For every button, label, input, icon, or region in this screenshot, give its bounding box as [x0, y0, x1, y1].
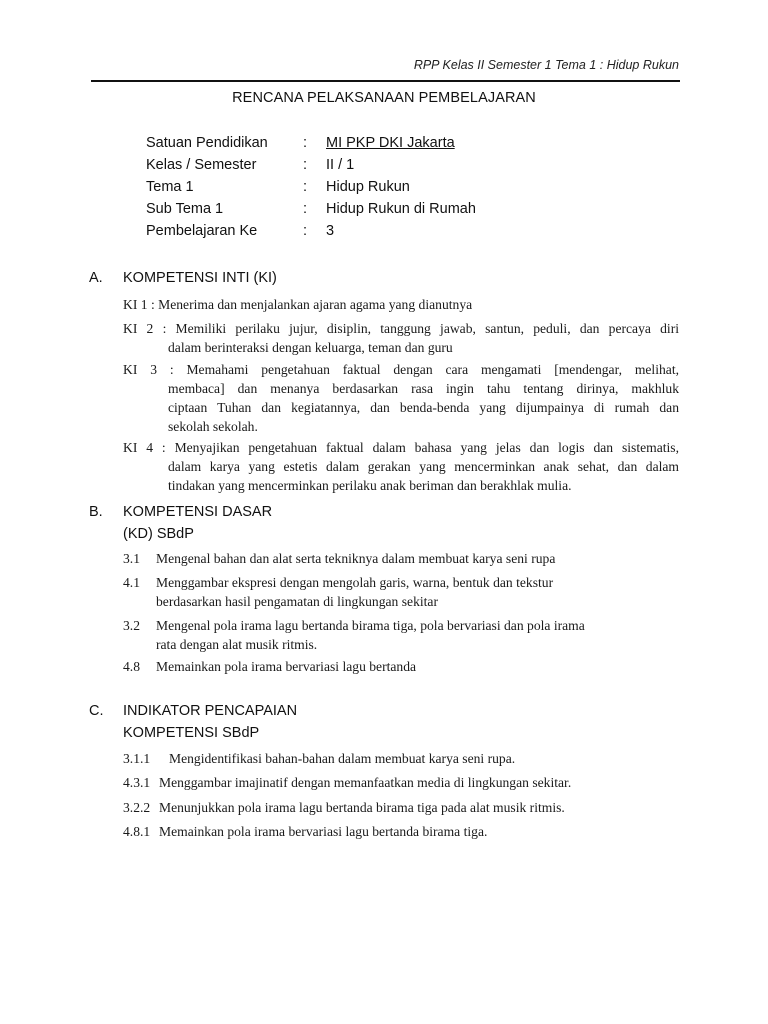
ki-line: dalam berinteraksi dengan keluarga, teman dan guru	[168, 340, 453, 355]
ki-item-1	[123, 295, 679, 314]
indicator-text: Menggambar imajinatif dengan memanfaatkan media di lingkungan sekitar.	[159, 775, 572, 790]
identity-colon: :	[303, 201, 308, 217]
indicator-number: 3.2.2	[123, 800, 151, 815]
section-letter: B.	[89, 504, 103, 520]
header-rule	[91, 80, 680, 82]
indicator-item	[123, 798, 683, 817]
indicator-text: Memainkan pola irama bervariasi lagu bertanda birama tiga.	[159, 824, 488, 839]
kd-number: 4.1	[123, 575, 140, 590]
ki-line: KI 4 : Menyajikan pengetahuan faktual dalam bahasa yang jelas dan logis dan sistematis,	[123, 440, 679, 455]
identity-value: MI PKP DKI Jakarta	[326, 135, 455, 151]
indicator-text: Mengidentifikasi bahan-bahan dalam membuat karya seni rupa.	[169, 751, 516, 766]
running-header: RPP Kelas II Semester 1 Tema 1 : Hidup Rukun	[413, 58, 679, 72]
kd-text: rata dengan alat musik ritmis.	[156, 637, 318, 652]
identity-value: Hidup Rukun di Rumah	[326, 201, 476, 217]
kd-text: Memainkan pola irama bervariasi lagu bertanda	[156, 659, 417, 674]
section-subtitle: KOMPETENSI SBdP	[123, 725, 260, 741]
identity-colon: :	[303, 157, 308, 173]
ki-line: KI 1 : Menerima dan menjalankan ajaran agama yang dianutnya	[123, 297, 473, 312]
ki-item-4	[123, 438, 679, 495]
ki-line: tindakan yang mencerminkan perilaku anak beriman dan berakhlak mulia.	[168, 478, 572, 493]
section-title: KOMPETENSI DASAR	[123, 504, 273, 520]
kd-number: 3.2	[123, 618, 140, 633]
identity-label: Satuan Pendidikan	[146, 135, 268, 151]
ki-item-2	[123, 319, 679, 357]
ki-line: membaca] dan menanya berdasarkan rasa ingin tahu tentang dirinya, makhluk	[168, 381, 679, 396]
section-title: KOMPETENSI INTI (KI)	[123, 270, 277, 286]
ki-line: KI 3 : Memahami pengetahuan faktual dengan cara mengamati [mendengar, melihat,	[123, 362, 679, 377]
kd-text: Menggambar ekspresi dengan mengolah garis, warna, bentuk dan tekstur	[156, 575, 554, 590]
indicator-text: Menunjukkan pola irama lagu bertanda birama tiga pada alat musik ritmis.	[159, 800, 565, 815]
kd-number: 3.1	[123, 551, 140, 566]
indicator-item	[123, 822, 683, 841]
identity-value: II / 1	[326, 157, 355, 173]
identity-colon: :	[303, 223, 308, 239]
indicator-number: 4.8.1	[123, 824, 151, 839]
kd-number: 4.8	[123, 659, 140, 674]
identity-label: Tema 1	[146, 179, 194, 195]
identity-value: 3	[326, 223, 335, 239]
section-title: INDIKATOR PENCAPAIAN	[123, 703, 298, 719]
section-letter: A.	[89, 270, 103, 286]
kd-item	[123, 549, 683, 568]
identity-colon: :	[303, 179, 308, 195]
kd-text: berdasarkan hasil pengamatan di lingkungan sekitar	[156, 594, 438, 609]
kd-item	[123, 657, 683, 676]
document-title: RENCANA PELAKSANAAN PEMBELAJARAN	[232, 90, 536, 106]
identity-label: Pembelajaran Ke	[146, 223, 258, 239]
identity-colon: :	[303, 135, 308, 151]
indicator-number: 3.1.1	[123, 751, 151, 766]
kd-text: Mengenal bahan dan alat serta tekniknya dalam membuat karya seni rupa	[156, 551, 556, 566]
ki-item-3	[123, 360, 679, 436]
indicator-item	[123, 749, 683, 768]
ki-line: ciptaan Tuhan dan kegiatannya, dan benda-benda yang dijumpainya di rumah dan	[168, 400, 679, 415]
identity-label: Kelas / Semester	[146, 157, 257, 173]
ki-line: KI 2 : Memiliki perilaku jujur, disiplin, tanggung jawab, santun, peduli, dan percaya diri	[123, 321, 679, 336]
identity-label: Sub Tema 1	[146, 201, 224, 217]
kd-text: Mengenal pola irama lagu bertanda birama tiga, pola bervariasi dan pola irama	[156, 618, 585, 633]
indicator-number: 4.3.1	[123, 775, 151, 790]
section-letter: C.	[89, 703, 104, 719]
kd-item	[123, 616, 683, 654]
kd-item	[123, 573, 683, 611]
identity-value: Hidup Rukun	[326, 179, 410, 195]
ki-line: sekolah sekolah.	[168, 419, 258, 434]
indicator-item	[123, 773, 683, 792]
section-subtitle: (KD) SBdP	[123, 526, 194, 542]
ki-line: dalam karya yang estetis dalam gerakan yang mencerminkan anak sehat, dan dalam	[168, 459, 679, 474]
